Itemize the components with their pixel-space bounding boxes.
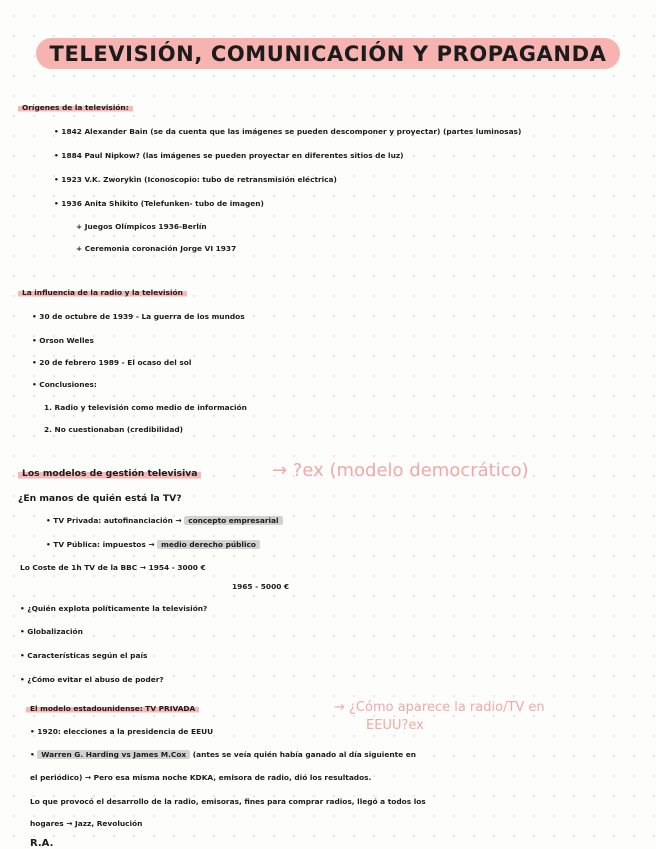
title-wrap [0,38,656,69]
heading-text: Los modelos de gestión televisiva [18,468,201,479]
publica-line [46,540,260,549]
list-item: • 30 de octubre de 1939 - La guerra de los mundos [32,312,245,321]
line-harding [30,750,416,759]
list-item: • ¿Quién explota políticamente la televisión? [20,604,208,613]
cost-line-2: 1965 - 5000 € [232,582,290,591]
privada-highlight: concepto empresarial [184,516,282,525]
bullet: • [30,750,38,759]
publica-highlight: medio derecho público [157,540,260,549]
list-item: 1. Radio y televisión como medio de información [44,403,247,412]
heading-text: Orígenes de la televisión: [18,103,133,112]
list-item: 2. No cuestionaban (credibilidad) [44,425,183,434]
list-item: • 1936 Anita Shikito (Telefunken- tubo de imagen) [54,199,264,208]
list-item: • 20 de febrero 1989 - El ocaso del sol [32,358,192,367]
section-heading-origenes [18,103,133,112]
line-1920: • 1920: elecciones a la presidencia de EEUU [30,727,214,736]
cost-line: Lo Coste de 1h TV de la BBC → 1954 - 3000 € [20,563,206,572]
section-heading-modelos [18,468,201,479]
list-item: • Orson Welles [32,336,94,345]
list-item: • 1842 Alexander Bain (se da cuenta que las imágenes se pueden descomponer y proyectar) (partes luminosas) [54,127,522,136]
heading-text: La influencia de la radio y la televisión [18,288,187,297]
section-heading-influencia [18,288,187,297]
annotation-note: → ?ex (modelo democrático) [272,460,529,481]
page-title: TELEVISIÓN, COMUNICACIÓN Y PROPAGANDA [36,38,621,69]
publica-label: • TV Pública: impuestos → [46,540,155,549]
heading-text: El modelo estadounidense: TV PRIVADA [26,704,199,713]
line-kdka: el periódico) → Pero esa misma noche KDKA, emisora de radio, dió los resultados. [30,773,372,782]
list-item: + Ceremonia coronación Jorge VI 1937 [76,244,237,253]
list-item: • Características según el país [20,651,148,660]
line-hogares: hogares → Jazz, Revolución [30,819,143,828]
line-ra: R.A. [30,838,54,849]
line-desarrollo: Lo que provocó el desarrollo de la radio, emisoras, fines para comprar radios, llegó a todos los [30,797,426,806]
list-item: + Juegos Olímpicos 1936-Berlín [76,222,207,231]
list-item: • Globalización [20,627,83,636]
privada-label: • TV Privada: autofinanciación → [46,516,182,525]
list-item: • Conclusiones: [32,380,97,389]
question-line: ¿En manos de quién está la TV? [18,493,182,504]
annotation-note-b: EEUU?ex [366,718,424,733]
section-heading-estadounidense [26,704,199,713]
harding-text: (antes se veía quién había ganado al día siguiente en [192,750,416,759]
names-highlight: Warren G. Harding vs James M.Cox [37,750,190,759]
list-item: • 1923 V.K. Zworykin (Iconoscopio: tubo de retransmisión eléctrica) [54,175,337,184]
list-item: • ¿Cómo evitar el abuso de poder? [20,675,164,684]
list-item: • 1884 Paul Nipkow? (las imágenes se pueden proyectar en diferentes sitios de luz) [54,151,404,160]
privada-line [46,516,283,525]
annotation-note-a: → ¿Cómo aparece la radio/TV en [334,700,545,715]
